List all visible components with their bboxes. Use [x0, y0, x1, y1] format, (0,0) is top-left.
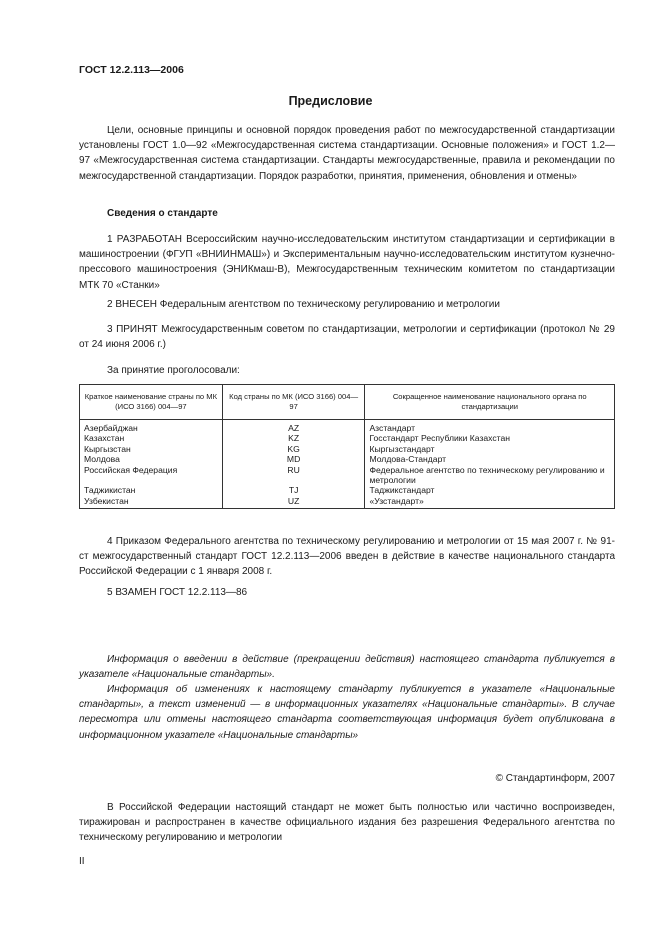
- national-body: Таджикстандарт: [365, 485, 615, 495]
- info-heading: Сведения о стандарте: [107, 208, 218, 219]
- table-row: [80, 465, 615, 486]
- notice-changes: Информация об изменениях к настоящему стандарту публикуется в указателе «Национальные стандарты», а текст изменений — в информационных указателях «Национальные стандарты». В случае пересмотра или отмены настоящего стандарта соответствующая информация будет опубликована в информационном указателе «Национальные стандарты»: [79, 684, 615, 741]
- national-body: Азстандарт: [365, 420, 615, 434]
- item-4-order: 4 Приказом Федерального агентства по техническому регулированию и метрологии от 15 мая 2007 г. № 91-ст межгосударственный стандарт ГОСТ 12.2.113—2006 введен в действие в качестве национального стандарта Российской Федерации с 1 января 2008 г.: [79, 536, 615, 578]
- country-name: Кыргызстан: [80, 444, 223, 454]
- national-body: Госстандарт Республики Казахстан: [365, 433, 615, 443]
- table-header-row: [80, 385, 615, 420]
- page-title: Предисловие: [288, 94, 373, 108]
- table-row: [80, 433, 615, 443]
- national-body: «Узстандарт»: [365, 496, 615, 509]
- table-row: [80, 454, 615, 464]
- country-code: TJ: [222, 485, 365, 495]
- header-country-name: Краткое наименование страны по МК (ИСО 3166) 004—97: [80, 385, 223, 420]
- country-name: Таджикистан: [80, 485, 223, 495]
- table-row: [80, 496, 615, 509]
- vote-label: За принятие проголосовали:: [107, 365, 240, 376]
- copyright-line: © Стандартинформ, 2007: [495, 773, 615, 784]
- country-code: MD: [222, 454, 365, 464]
- national-body: Кыргызстандарт: [365, 444, 615, 454]
- country-name: Российская Федерация: [80, 465, 223, 486]
- country-name: Казахстан: [80, 433, 223, 443]
- notice-introduction: Информация о введении в действие (прекращении действия) настоящего стандарта публикуется в указателе «Национальные стандарты».: [79, 654, 615, 681]
- table-row: [80, 485, 615, 495]
- country-code: KZ: [222, 433, 365, 443]
- national-body: Федеральное агентство по техническому регулированию и метрологии: [365, 465, 615, 486]
- item-3-adopted: 3 ПРИНЯТ Межгосударственным советом по стандартизации, метрологии и сертификации (протокол № 29 от 24 июня 2006 г.): [79, 324, 615, 351]
- country-name: Узбекистан: [80, 496, 223, 509]
- national-body: Молдова-Стандарт: [365, 454, 615, 464]
- voting-table: [79, 384, 615, 509]
- header-national-body: Сокращенное наименование национального органа по стандартизации: [365, 385, 615, 420]
- intro-paragraph: Цели, основные принципы и основной порядок проведения работ по межгосударственной стандартизации установлены ГОСТ 1.0—92 «Межгосударственная система стандартизации. Основные положения» и ГОСТ 1.2—97 «Межгосударственная система стандартизации. Стандарты межгосударственные, правила и рекомендации по межгосударственной стандартизации. Порядок разработки, принятия, применения, обновления и отмены»: [79, 125, 615, 182]
- table-row: [80, 420, 615, 434]
- item-1-developed: 1 РАЗРАБОТАН Всероссийским научно-исследовательским институтом стандартизации и сертификации в машиностроении (ФГУП «ВНИИНМАШ») и Экспериментальным научно-исследовательским институтом кузнечно-прессового машиностроения (ЭНИКмаш-В), Межгосударственным техническим комитетом по стандартизации МТК 70 «Станки»: [79, 234, 615, 291]
- country-code: UZ: [222, 496, 365, 509]
- item-2-introduced: 2 ВНЕСЕН Федеральным агентством по техническому регулированию и метрологии: [107, 299, 500, 310]
- header-country-code: Код страны по МК (ИСО 3166) 004—97: [222, 385, 365, 420]
- item-5-replaces: 5 ВЗАМЕН ГОСТ 12.2.113—86: [107, 587, 248, 598]
- country-code: KG: [222, 444, 365, 454]
- country-code: RU: [222, 465, 365, 486]
- country-code: AZ: [222, 420, 365, 434]
- country-name: Молдова: [80, 454, 223, 464]
- country-name: Азербайджан: [80, 420, 223, 434]
- rights-notice: В Российской Федерации настоящий стандарт не может быть полностью или частично воспроизведен, тиражирован и распространен в качестве официального издания без разрешения Федерального агентства по техническому регулированию и метрологии: [79, 802, 615, 844]
- document-id-header: ГОСТ 12.2.113—2006: [79, 64, 184, 76]
- page-number: II: [79, 856, 85, 867]
- table-row: [80, 444, 615, 454]
